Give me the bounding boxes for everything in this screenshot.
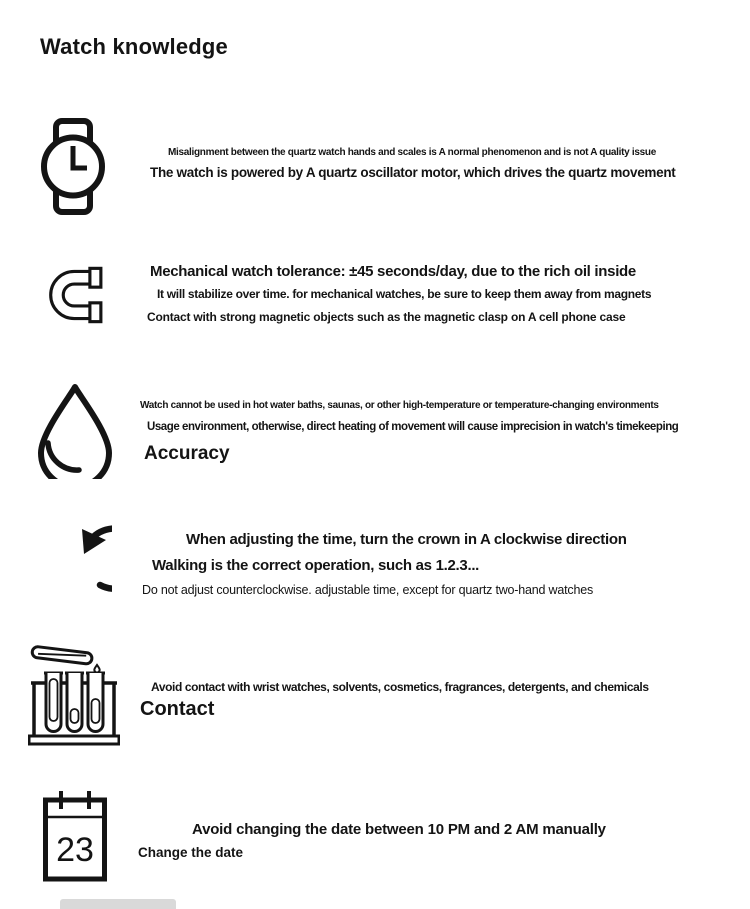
cropped-bottom-element <box>60 899 176 909</box>
quartz-main-line: The watch is powered by A quartz oscillator motor, which drives the quartz movement <box>150 165 676 180</box>
rotate-clockwise-icon <box>36 519 112 611</box>
calendar-icon <box>42 788 108 883</box>
calendar-day-number: 23 <box>56 831 94 869</box>
adjust-main-line: When adjusting the time, turn the crown in A clockwise direction <box>186 531 627 548</box>
wristwatch-icon <box>40 118 106 215</box>
contact-heading: Contact <box>140 698 215 720</box>
magnet-note-line: Contact with strong magnetic objects such as the magnetic clasp on A cell phone case <box>147 310 626 324</box>
page-title: Watch knowledge <box>40 34 228 59</box>
magnet-icon <box>46 266 104 324</box>
adjust-note-line: Do not adjust counterclockwise. adjustable time, except for quartz two-hand watches <box>142 583 594 597</box>
date-main-line: Avoid changing the date between 10 PM and 2 AM manually <box>192 821 606 838</box>
magnet-sub-line: It will stabilize over time. for mechanical watches, be sure to keep them away from magnets <box>157 287 652 301</box>
chemicals-note-line: Avoid contact with wrist watches, solvents, cosmetics, fragrances, detergents, and chemicals <box>151 680 649 694</box>
temperature-note-line: Watch cannot be used in hot water baths, saunas, or other high-temperature or temperature-changing environments <box>140 400 659 411</box>
temperature-sub-line: Usage environment, otherwise, direct heating of movement will cause imprecision in watch's timekeeping <box>147 421 679 433</box>
magnet-main-line: Mechanical watch tolerance: ±45 seconds/day, due to the rich oil inside <box>150 263 636 280</box>
quartz-note-line: Misalignment between the quartz watch hands and scales is A normal phenomenon and is not A quality issue <box>168 147 656 158</box>
water-drop-icon <box>33 381 117 479</box>
test-tubes-icon <box>28 643 120 747</box>
adjust-sub-line: Walking is the correct operation, such as 1.2.3... <box>152 557 480 574</box>
accuracy-heading: Accuracy <box>144 443 230 464</box>
date-sub-line: Change the date <box>138 845 244 860</box>
